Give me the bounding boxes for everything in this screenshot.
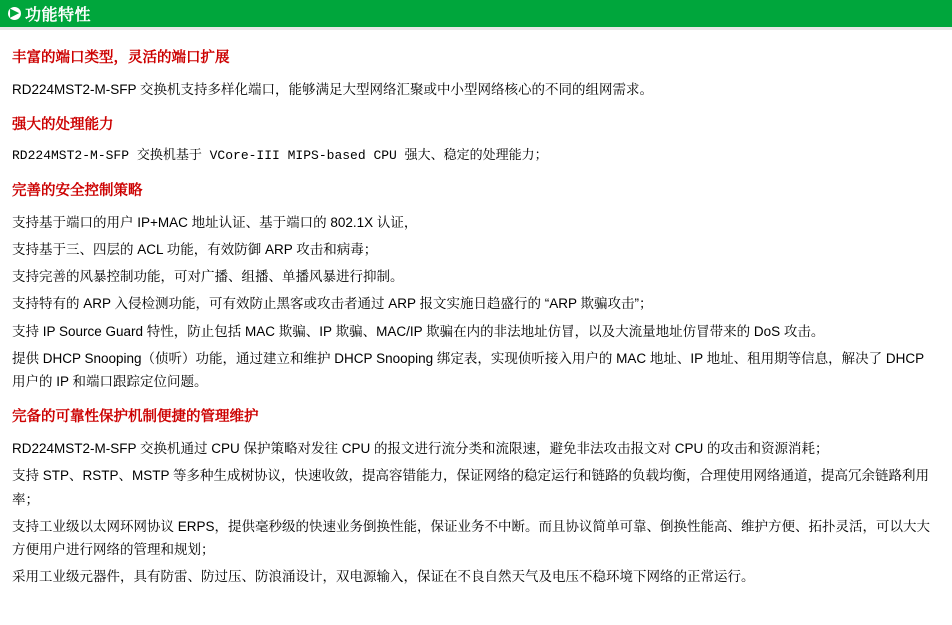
paragraph: RD224MST2-M-SFP 交换机基于 VCore-III MIPS-based CPU 强大、稳定的处理能力； xyxy=(12,147,548,163)
paragraph: 支持特有的 ARP 入侵检测功能，可有效防止黑客或攻击者通过 ARP 报文实施日趋盛行的 “ARP 欺骗攻击”； xyxy=(12,296,653,312)
section-title: 完备的可靠性保护机制便捷的管理维护 xyxy=(12,409,259,426)
document-content xyxy=(0,30,952,588)
section-title: 强大的处理能力 xyxy=(12,116,114,133)
paragraph: RD224MST2-M-SFP 交换机支持多样化端口，能够满足大型网络汇聚或中小型网络核心的不同的组网需求。 xyxy=(12,81,654,97)
paragraph: 支持 IP Source Guard 特性，防止包括 MAC 欺骗、IP 欺骗、MAC/IP 欺骗在内的非法地址仿冒，以及大流量地址仿冒带来的 DoS 攻击。 xyxy=(12,323,825,339)
paragraph: 提供 DHCP Snooping（侦听）功能，通过建立和维护 DHCP Snooping 绑定表，实现侦听接入用户的 MAC 地址、IP 地址、租用期等信息，解决了 DHCP 用户的 IP 和端口跟踪定位问题。 xyxy=(12,350,924,390)
paragraph: 采用工业级元器件，具有防雷、防过压、防浪涌设计，双电源输入，保证在不良自然天气及电压不稳环境下网络的正常运行。 xyxy=(12,569,755,585)
section-title: 丰富的端口类型，灵活的端口扩展 xyxy=(12,50,230,66)
section-title: 完善的安全控制策略 xyxy=(12,183,143,200)
page-title: 功能特性 xyxy=(25,7,92,24)
paragraph: 支持工业级以太网环网协议 ERPS，提供毫秒级的快速业务倒换性能，保证业务不中断。而且协议简单可靠、倒换性能高、维护方便、拓扑灵活，可以大大方便用户进行网络的管理和规划； xyxy=(12,518,931,557)
paragraph: 支持基于三、四层的 ACL 功能，有效防御 ARP 攻击和病毒； xyxy=(12,242,378,258)
section-processing-power xyxy=(12,115,940,167)
paragraph: 支持基于端口的用户 IP+MAC 地址认证、基于端口的 802.1X 认证， xyxy=(12,214,418,230)
section-reliability-management xyxy=(12,407,940,588)
section-security-policy xyxy=(12,181,940,393)
section-header-bar xyxy=(0,0,952,30)
paragraph: 支持 STP、RSTP、MSTP 等多种生成树协议，快速收敛，提高容错能力，保证网络的稳定运行和链路的负载均衡，合理使用网络通道，提高冗余链路利用率； xyxy=(12,468,930,507)
paragraph: 支持完善的风暴控制功能，可对广播、组播、单播风暴进行抑制。 xyxy=(12,269,404,285)
circle-arrow-icon: ▶ xyxy=(8,7,21,20)
section-port-types xyxy=(12,48,940,101)
paragraph: RD224MST2-M-SFP 交换机通过 CPU 保护策略对发往 CPU 的报文进行流分类和流限速，避免非法攻击报文对 CPU 的攻击和资源消耗； xyxy=(12,441,829,457)
